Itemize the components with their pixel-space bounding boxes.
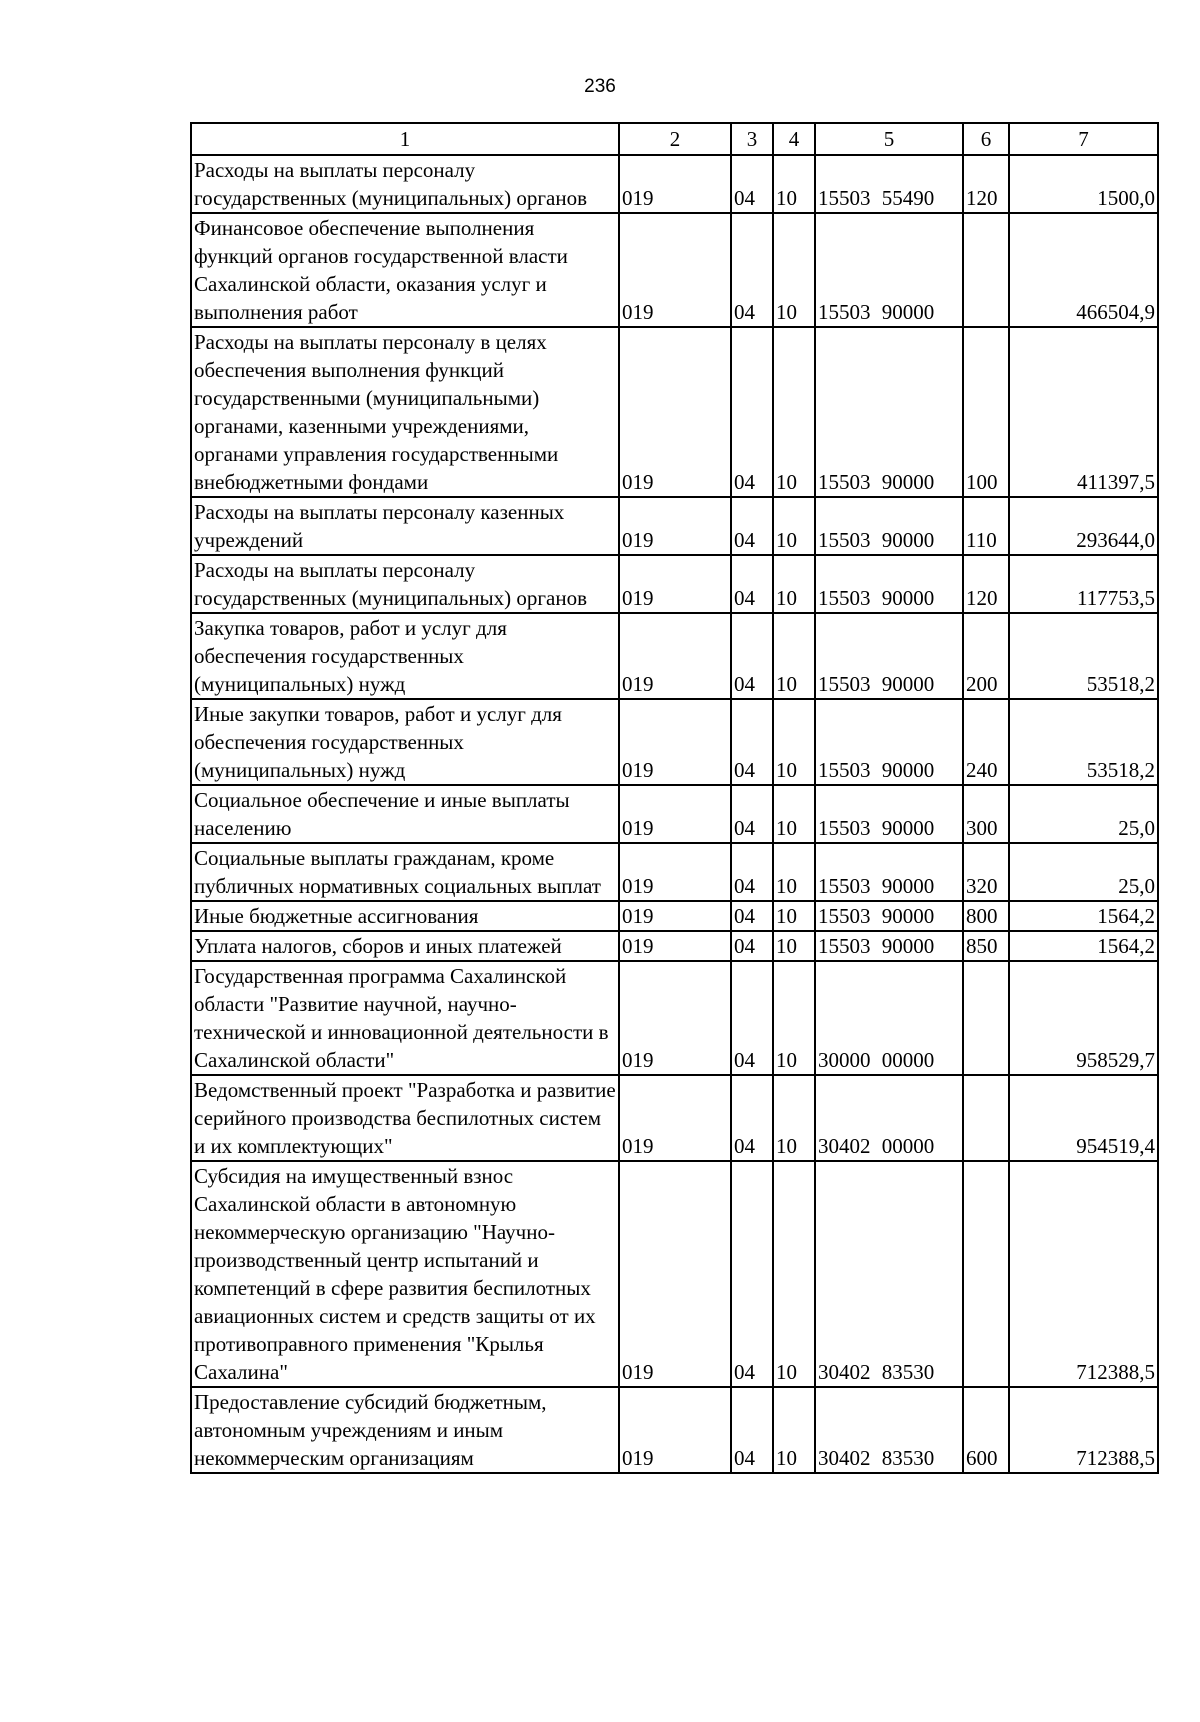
row-code-section: 04 <box>731 213 773 327</box>
row-code-subsection: 10 <box>773 1075 815 1161</box>
row-amount: 712388,5 <box>1009 1387 1158 1473</box>
row-code-ministry: 019 <box>619 901 731 931</box>
row-amount: 411397,5 <box>1009 327 1158 497</box>
row-amount: 117753,5 <box>1009 555 1158 613</box>
row-code-subsection: 10 <box>773 555 815 613</box>
row-description: Субсидия на имущественный взнос Сахалинской области в автономную некоммерческую организацию "Научно-производственный центр испытаний и компетенций в сфере развития беспилотных авиационных систем и средств защиты от их противоправного применения "Крылья Сахалина" <box>191 1161 619 1387</box>
table-row <box>191 1161 1158 1387</box>
row-code-ministry: 019 <box>619 843 731 901</box>
row-code-ministry: 019 <box>619 961 731 1075</box>
row-code-section: 04 <box>731 155 773 213</box>
budget-table <box>190 122 1159 1474</box>
table-row <box>191 327 1158 497</box>
column-header: 1 <box>191 123 619 155</box>
row-code-subsection: 10 <box>773 613 815 699</box>
row-code-subsection: 10 <box>773 1161 815 1387</box>
row-amount: 25,0 <box>1009 843 1158 901</box>
row-code-target: 15503 90000 <box>815 699 963 785</box>
row-description: Предоставление субсидий бюджетным, автономным учреждениям и иным некоммерческим организациям <box>191 1387 619 1473</box>
row-description: Расходы на выплаты персоналу казенных учреждений <box>191 497 619 555</box>
row-code-type <box>963 1075 1009 1161</box>
row-code-ministry: 019 <box>619 1161 731 1387</box>
table-row <box>191 497 1158 555</box>
column-header: 5 <box>815 123 963 155</box>
row-code-section: 04 <box>731 931 773 961</box>
row-code-type <box>963 213 1009 327</box>
row-code-target: 15503 90000 <box>815 327 963 497</box>
row-code-subsection: 10 <box>773 213 815 327</box>
row-code-subsection: 10 <box>773 961 815 1075</box>
row-code-subsection: 10 <box>773 843 815 901</box>
row-code-type: 240 <box>963 699 1009 785</box>
table-row <box>191 843 1158 901</box>
row-code-ministry: 019 <box>619 155 731 213</box>
row-code-subsection: 10 <box>773 785 815 843</box>
row-code-type <box>963 961 1009 1075</box>
row-code-ministry: 019 <box>619 1075 731 1161</box>
row-code-ministry: 019 <box>619 213 731 327</box>
row-code-target: 15503 90000 <box>815 497 963 555</box>
row-code-section: 04 <box>731 901 773 931</box>
table-row <box>191 155 1158 213</box>
row-code-target: 15503 90000 <box>815 931 963 961</box>
row-amount: 293644,0 <box>1009 497 1158 555</box>
row-code-target: 15503 90000 <box>815 213 963 327</box>
row-code-target: 15503 90000 <box>815 613 963 699</box>
row-description: Расходы на выплаты персоналу государственных (муниципальных) органов <box>191 155 619 213</box>
row-description: Социальное обеспечение и иные выплаты населению <box>191 785 619 843</box>
column-header: 4 <box>773 123 815 155</box>
row-amount: 1564,2 <box>1009 901 1158 931</box>
row-code-type: 110 <box>963 497 1009 555</box>
table-row <box>191 1387 1158 1473</box>
row-amount: 958529,7 <box>1009 961 1158 1075</box>
table-row <box>191 901 1158 931</box>
row-code-type: 120 <box>963 555 1009 613</box>
row-code-target: 15503 90000 <box>815 843 963 901</box>
row-code-ministry: 019 <box>619 613 731 699</box>
row-description: Расходы на выплаты персоналу в целях обеспечения выполнения функций государственными (муниципальными) органами, казенными учреждениями, органами управления государственными внебюджетными фондами <box>191 327 619 497</box>
row-description: Иные бюджетные ассигнования <box>191 901 619 931</box>
table-row <box>191 555 1158 613</box>
row-code-type: 100 <box>963 327 1009 497</box>
row-code-ministry: 019 <box>619 555 731 613</box>
column-header: 6 <box>963 123 1009 155</box>
row-code-section: 04 <box>731 699 773 785</box>
row-code-section: 04 <box>731 497 773 555</box>
row-code-section: 04 <box>731 613 773 699</box>
row-code-section: 04 <box>731 1387 773 1473</box>
row-code-target: 30402 83530 <box>815 1161 963 1387</box>
row-code-type: 850 <box>963 931 1009 961</box>
page-number: 236 <box>584 76 616 97</box>
row-amount: 1564,2 <box>1009 931 1158 961</box>
row-code-subsection: 10 <box>773 497 815 555</box>
row-code-type: 120 <box>963 155 1009 213</box>
row-amount: 53518,2 <box>1009 699 1158 785</box>
row-amount: 25,0 <box>1009 785 1158 843</box>
row-code-section: 04 <box>731 555 773 613</box>
row-code-subsection: 10 <box>773 1387 815 1473</box>
row-amount: 712388,5 <box>1009 1161 1158 1387</box>
row-code-type: 800 <box>963 901 1009 931</box>
row-description: Социальные выплаты гражданам, кроме публичных нормативных социальных выплат <box>191 843 619 901</box>
row-code-subsection: 10 <box>773 155 815 213</box>
row-code-type: 200 <box>963 613 1009 699</box>
column-header: 7 <box>1009 123 1158 155</box>
row-code-ministry: 019 <box>619 497 731 555</box>
row-code-ministry: 019 <box>619 931 731 961</box>
row-amount: 466504,9 <box>1009 213 1158 327</box>
row-code-section: 04 <box>731 843 773 901</box>
row-description: Иные закупки товаров, работ и услуг для обеспечения государственных (муниципальных) нужд <box>191 699 619 785</box>
table-row <box>191 613 1158 699</box>
row-code-type <box>963 1161 1009 1387</box>
table-row <box>191 961 1158 1075</box>
row-code-section: 04 <box>731 785 773 843</box>
row-code-target: 30000 00000 <box>815 961 963 1075</box>
table-row <box>191 1075 1158 1161</box>
row-code-section: 04 <box>731 1075 773 1161</box>
row-description: Государственная программа Сахалинской области "Развитие научной, научно-технической и инновационной деятельности в Сахалинской области" <box>191 961 619 1075</box>
row-code-type: 600 <box>963 1387 1009 1473</box>
row-code-subsection: 10 <box>773 901 815 931</box>
row-code-section: 04 <box>731 327 773 497</box>
row-code-target: 30402 00000 <box>815 1075 963 1161</box>
row-code-target: 30402 83530 <box>815 1387 963 1473</box>
row-description: Финансовое обеспечение выполнения функций органов государственной власти Сахалинской области, оказания услуг и выполнения работ <box>191 213 619 327</box>
row-code-section: 04 <box>731 961 773 1075</box>
row-code-ministry: 019 <box>619 1387 731 1473</box>
row-code-subsection: 10 <box>773 931 815 961</box>
table-row <box>191 213 1158 327</box>
row-code-target: 15503 90000 <box>815 555 963 613</box>
row-code-target: 15503 90000 <box>815 901 963 931</box>
row-amount: 1500,0 <box>1009 155 1158 213</box>
row-code-ministry: 019 <box>619 699 731 785</box>
table-row <box>191 699 1158 785</box>
row-code-target: 15503 90000 <box>815 785 963 843</box>
column-header: 3 <box>731 123 773 155</box>
table-row <box>191 931 1158 961</box>
row-code-section: 04 <box>731 1161 773 1387</box>
table-row <box>191 785 1158 843</box>
row-code-ministry: 019 <box>619 327 731 497</box>
row-amount: 954519,4 <box>1009 1075 1158 1161</box>
row-description: Уплата налогов, сборов и иных платежей <box>191 931 619 961</box>
column-header: 2 <box>619 123 731 155</box>
row-description: Расходы на выплаты персоналу государственных (муниципальных) органов <box>191 555 619 613</box>
row-code-target: 15503 55490 <box>815 155 963 213</box>
header-row <box>191 123 1158 155</box>
row-code-subsection: 10 <box>773 327 815 497</box>
row-code-subsection: 10 <box>773 699 815 785</box>
row-code-type: 300 <box>963 785 1009 843</box>
row-code-ministry: 019 <box>619 785 731 843</box>
row-code-type: 320 <box>963 843 1009 901</box>
row-amount: 53518,2 <box>1009 613 1158 699</box>
row-description: Закупка товаров, работ и услуг для обеспечения государственных (муниципальных) нужд <box>191 613 619 699</box>
row-description: Ведомственный проект "Разработка и развитие серийного производства беспилотных систем и их комплектующих" <box>191 1075 619 1161</box>
